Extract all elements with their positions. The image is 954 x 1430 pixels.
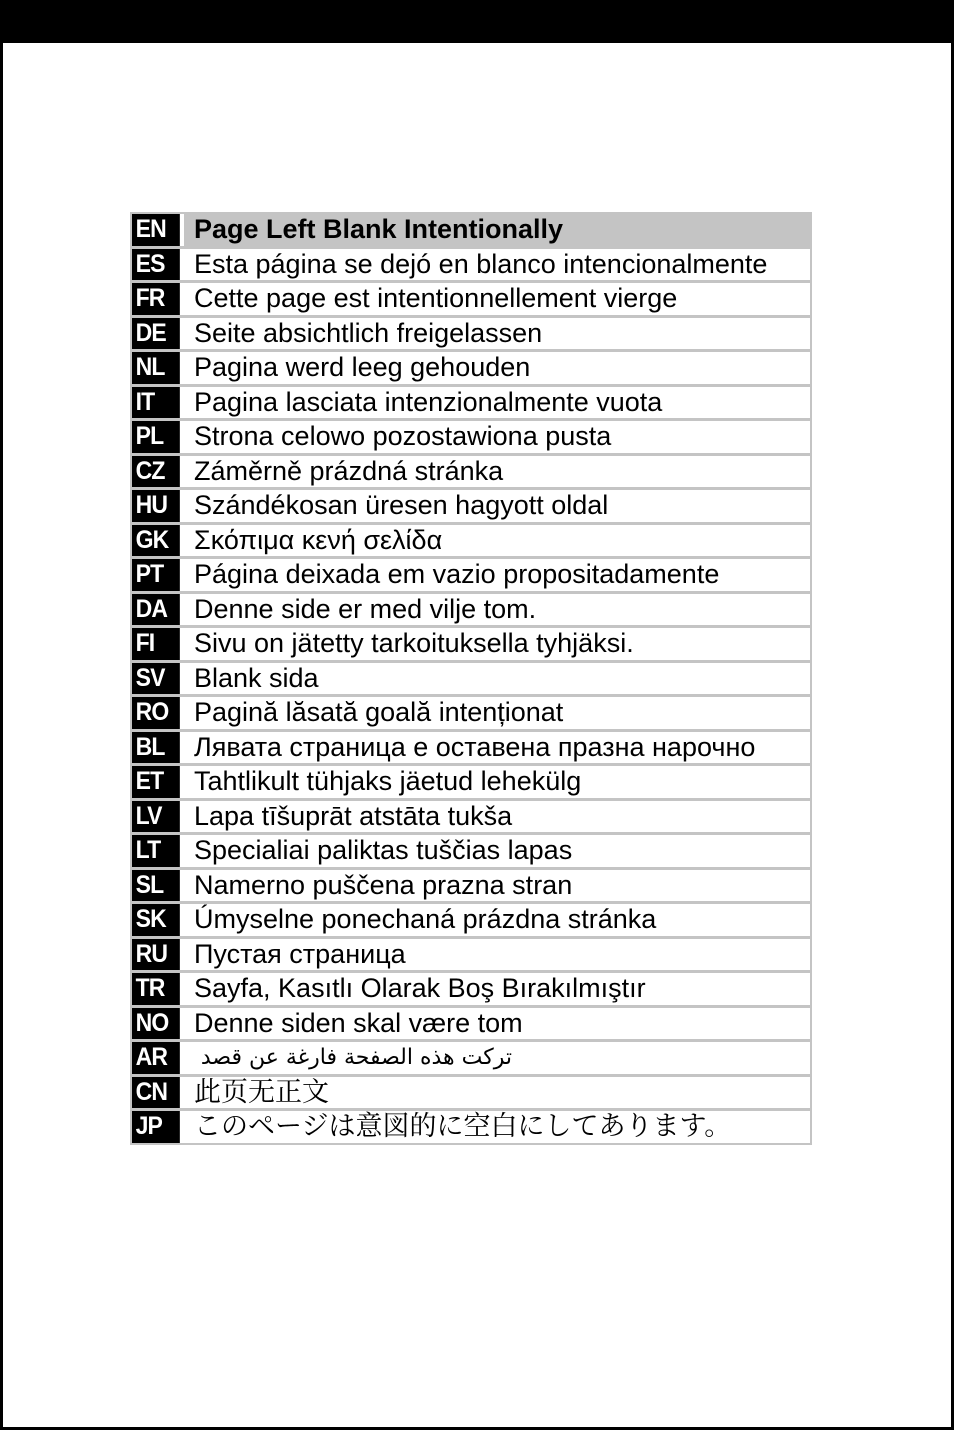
- table-row-lt: [132, 835, 810, 870]
- language-code: ET: [132, 766, 180, 798]
- language-code: FI: [132, 628, 180, 660]
- table-row-it: [132, 387, 810, 422]
- language-code: SK: [132, 904, 180, 936]
- top-bar: [0, 0, 954, 43]
- blank-page-notice: Úmyselne ponechaná prázdna stránka: [194, 904, 657, 934]
- table-row-et: [132, 766, 810, 801]
- table-row-cn: [132, 1077, 810, 1112]
- language-code: AR: [132, 1042, 180, 1074]
- table-row-lv: [132, 801, 810, 836]
- language-code: DA: [132, 594, 180, 626]
- table-row-no: [132, 1008, 810, 1043]
- language-code: GK: [132, 525, 180, 557]
- table-row-fr: [132, 283, 810, 318]
- language-code: RU: [132, 939, 180, 971]
- blank-page-notice: Blank sida: [194, 662, 319, 693]
- blank-page-language-table: [130, 212, 812, 1145]
- blank-page-notice: Seite absichtlich freigelassen: [194, 317, 543, 348]
- table-row-fi: [132, 628, 810, 663]
- table-row-hu: [132, 490, 810, 525]
- blank-page-notice: このページは意図的に空白にしてあります。: [194, 1111, 732, 1142]
- language-code: RO: [132, 697, 180, 729]
- table-row-ar: [132, 1042, 810, 1077]
- blank-page-notice: Szándékosan üresen hagyott oldal: [194, 490, 609, 520]
- table-row-jp: [132, 1111, 810, 1143]
- blank-page-notice: Denne side er med vilje tom.: [194, 593, 537, 624]
- language-code: CZ: [132, 456, 180, 488]
- table-row-cz: [132, 456, 810, 491]
- language-code: EN: [132, 214, 180, 246]
- blank-page-notice: Sayfa, Kasıtlı Olarak Boş Bırakılmıştır: [194, 973, 646, 1003]
- language-code: LT: [132, 835, 180, 867]
- blank-page-notice: Lapa tīšuprāt atstāta tukša: [194, 800, 513, 831]
- table-row-gk: [132, 525, 810, 560]
- table-row-es: [132, 249, 810, 284]
- blank-page-notice: Denne siden skal være tom: [194, 1007, 523, 1038]
- language-code: PT: [132, 559, 180, 591]
- blank-page-notice: Cette page est intentionnellement vierge: [194, 283, 678, 313]
- language-code: SV: [132, 663, 180, 695]
- table-row-sl: [132, 870, 810, 905]
- language-code: SL: [132, 870, 180, 902]
- table-row-ro: [132, 697, 810, 732]
- table-row-de: [132, 318, 810, 353]
- blank-page-notice: Σκόπιμα κενή σελίδα: [194, 524, 443, 555]
- table-row-bl: [132, 732, 810, 767]
- language-code: BL: [132, 732, 180, 764]
- blank-page-notice: Záměrně prázdná stránka: [194, 455, 504, 486]
- blank-page-notice: Tahtlikult tühjaks jäetud lehekülg: [194, 766, 582, 796]
- blank-page-notice: Esta página se dejó en blanco intencionalmente: [194, 248, 768, 279]
- blank-page-notice: Pagina lasciata intenzionalmente vuota: [194, 386, 663, 417]
- table-row-nl: [132, 352, 810, 387]
- blank-page-notice: تركت هذه الصفحة فارغة عن قصد: [200, 1045, 512, 1070]
- table-row-pt: [132, 559, 810, 594]
- blank-page-notice: Sivu on jätetty tarkoituksella tyhjäksi.: [194, 628, 634, 658]
- table-row-pl: [132, 421, 810, 456]
- language-code: TR: [132, 973, 180, 1005]
- language-code: NL: [132, 352, 180, 384]
- language-code: IT: [132, 387, 180, 419]
- table-row-ru: [132, 939, 810, 974]
- blank-page-notice: Specialiai paliktas tuščias lapas: [194, 835, 573, 865]
- blank-page-notice: 此页无正文: [194, 1076, 329, 1108]
- language-code: DE: [132, 318, 180, 350]
- language-code: PL: [132, 421, 180, 453]
- table-row-tr: [132, 973, 810, 1008]
- blank-page-notice: Page Left Blank Intentionally: [184, 214, 810, 246]
- blank-page-notice: Pagină lăsată goală intenționat: [194, 697, 564, 727]
- language-code: CN: [132, 1077, 180, 1109]
- blank-page-notice: Пустая страница: [194, 938, 406, 969]
- language-code: LV: [132, 801, 180, 833]
- language-code: ES: [132, 249, 180, 281]
- language-code: JP: [132, 1111, 180, 1143]
- language-code: NO: [132, 1008, 180, 1040]
- table-row-da: [132, 594, 810, 629]
- blank-page-notice: Pagina werd leeg gehouden: [194, 352, 531, 382]
- blank-page-notice: Лявата страница е оставена празна нарочно: [194, 731, 756, 762]
- language-code: HU: [132, 490, 180, 522]
- table-row-sv: [132, 663, 810, 698]
- blank-page-notice: Strona celowo pozostawiona pusta: [194, 421, 612, 451]
- table-row-sk: [132, 904, 810, 939]
- blank-page-notice: Namerno puščena prazna stran: [194, 869, 573, 900]
- language-code: FR: [132, 283, 180, 315]
- blank-page-notice: Página deixada em vazio propositadamente: [194, 559, 720, 589]
- table-row-en: [132, 214, 810, 249]
